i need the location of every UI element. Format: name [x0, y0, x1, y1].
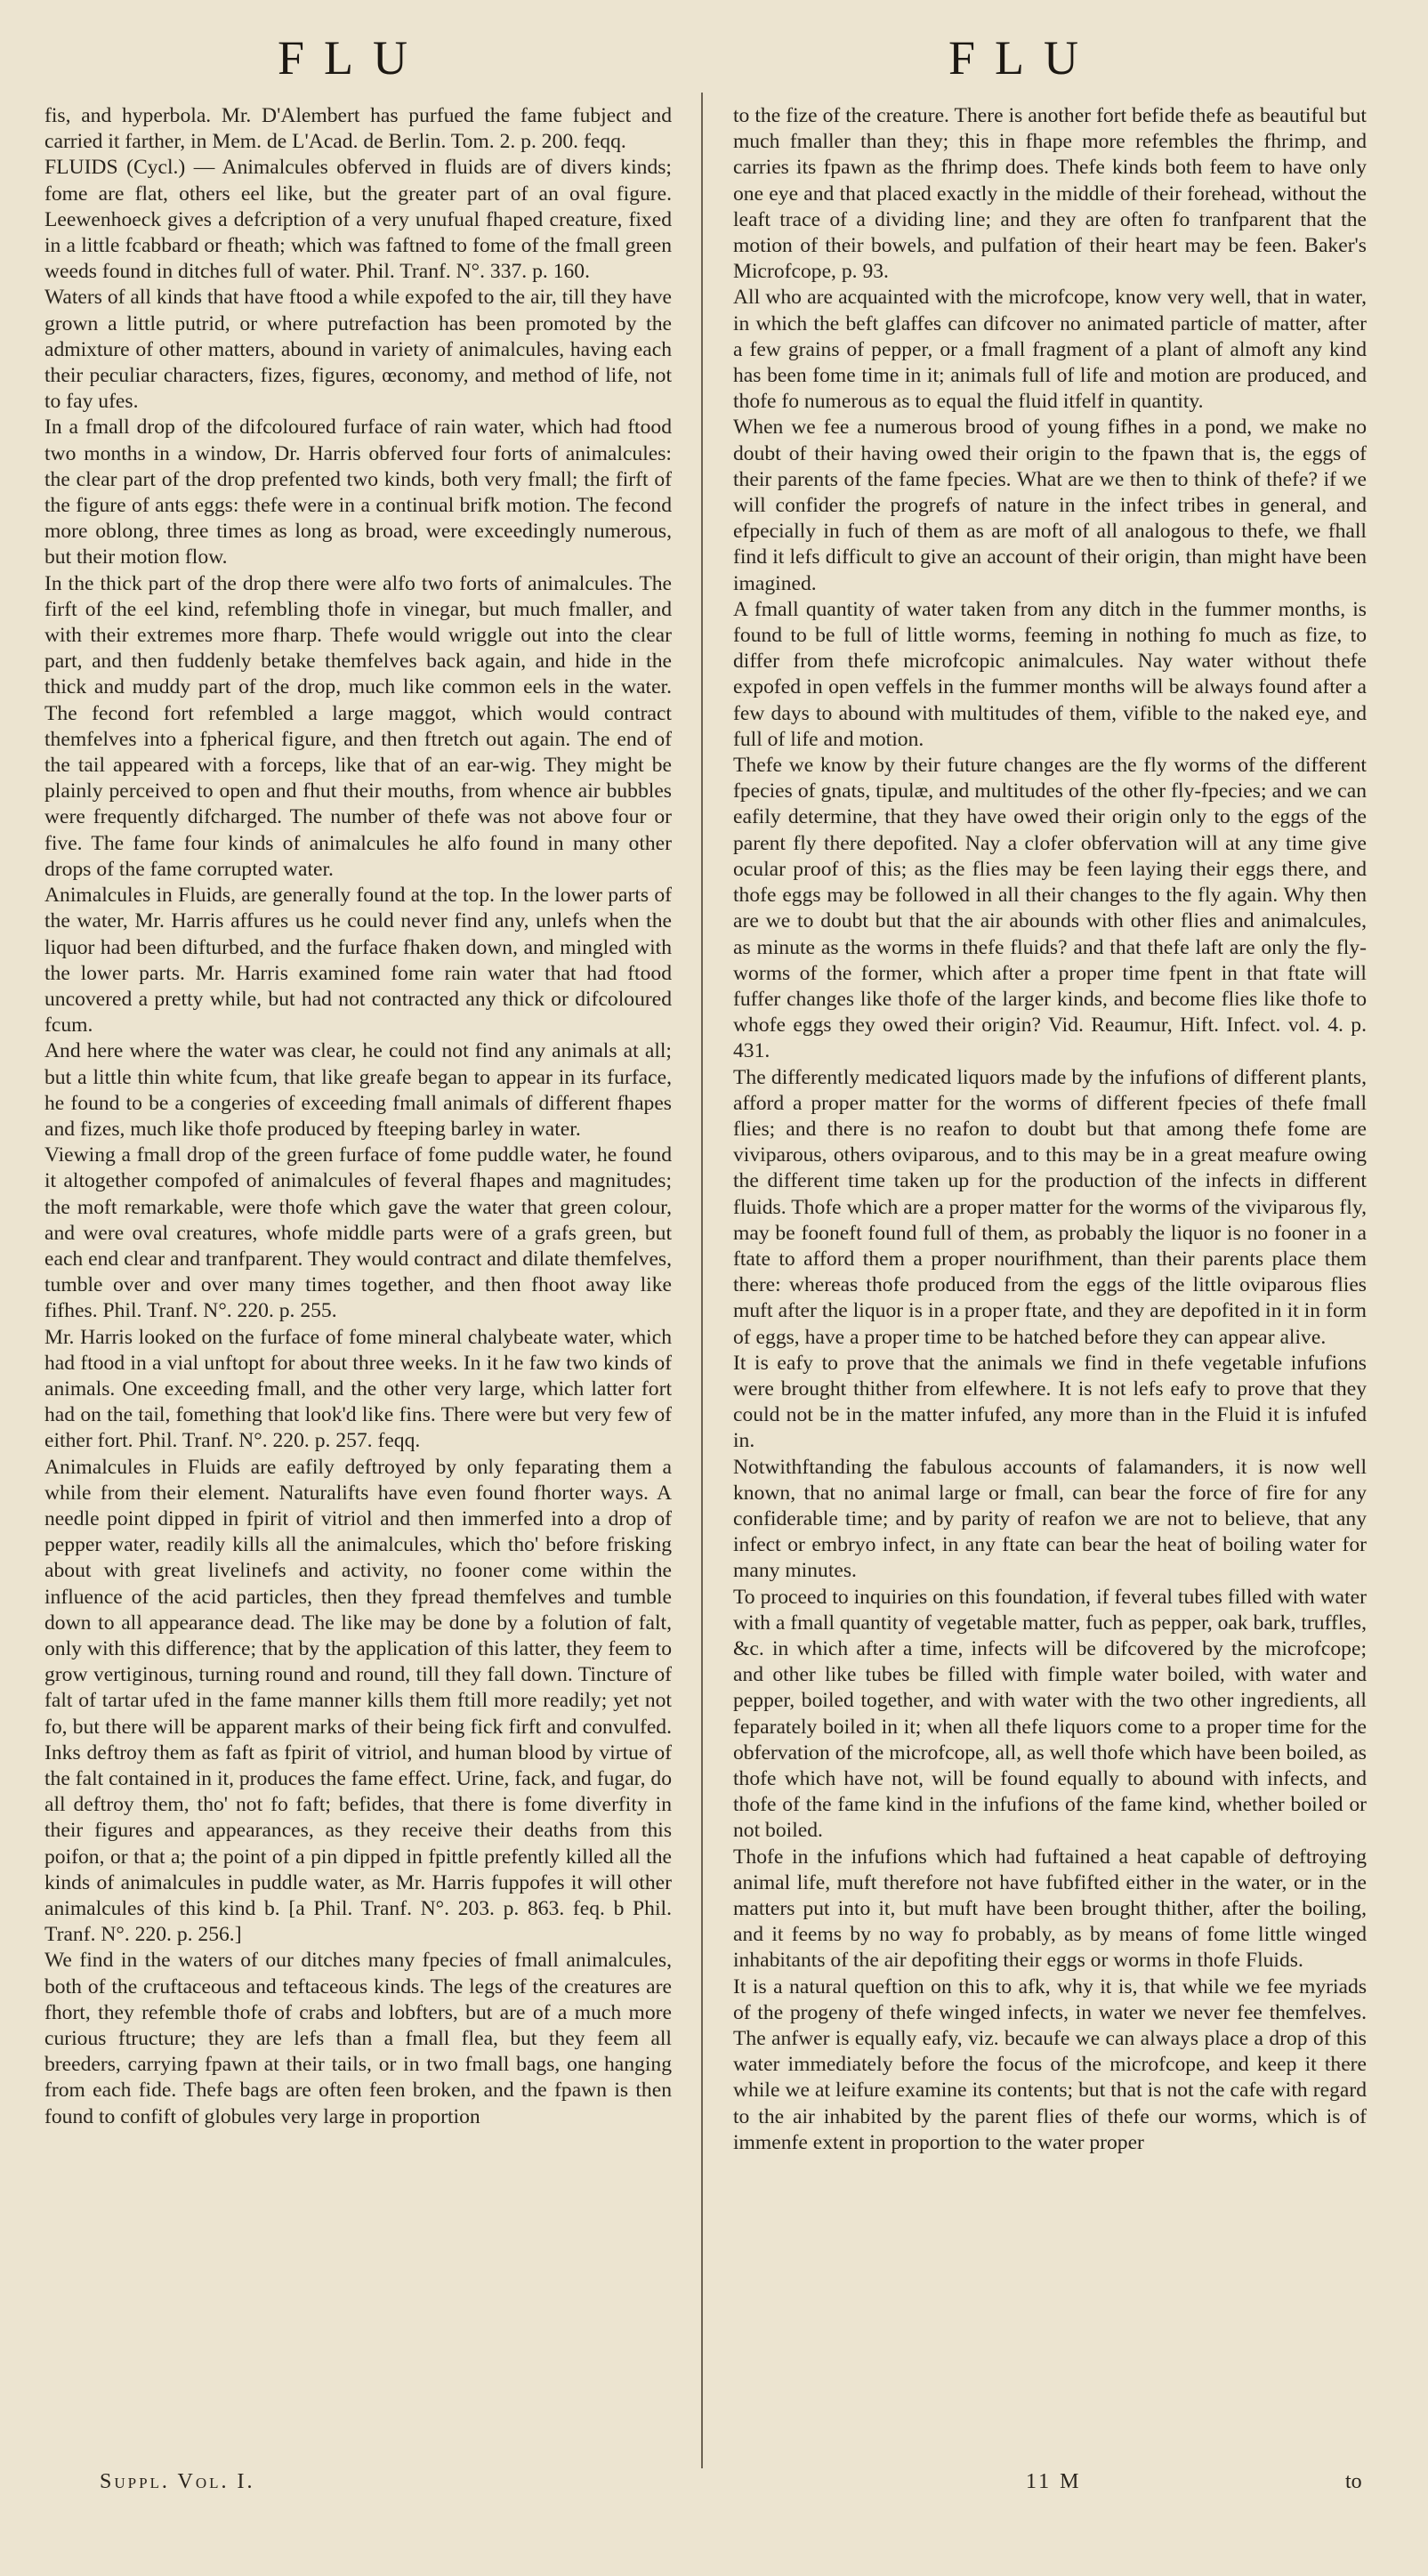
paragraph: In a fmall drop of the difcoloured furface of rain water, which had ftood two months in a window, Dr. Harris obferved four forts of animalcules: the clear part of the drop prefented two kinds, both very fmall; the firft of the figure of ants eggs: thefe were in a continual brifk motion. The fecond more oblong, three times as long as broad, were exceedingly numerous, but their motion flow. — [44, 416, 672, 569]
paragraph: And here where the water was clear, he could not find any animals at all; but a little thin white fcum, that like greafe began to appear in its furface, he found to be a congeries of exceeding fmall animals of different fhapes and fizes, much like thofe produced by fteeping barley in water. — [44, 1039, 672, 1141]
running-head-left: FLU — [278, 31, 428, 85]
paragraph: Viewing a fmall drop of the green furface of fome puddle water, he found it altogether compofed of animalcules of feveral fhapes and magnitudes; the moft remarkable, were thofe which gave the water that green colour, and were oval creatures, whofe middle parts were of a grafs green, but each end clear and tranfparent. They would contract and dilate themfelves, tumble over and over many times together, and then fhoot away like fifhes. Phil. Tranf. N°. 220. p. 255. — [44, 1143, 672, 1323]
paragraph: When we fee a numerous brood of young fifhes in a pond, we make no doubt of their having owed their origin to the fpawn that is, the eggs of their parents of the fame fpecies. What are we then to think of thefe? if we will confider the progrefs of nature in the infect tribes in general, and efpecially in fuch of them as are moft of all analogous to thefe, we fhall find it lefs difficult to give an account of their origin, than might have been imagined. — [733, 416, 1367, 595]
paragraph: Waters of all kinds that have ftood a while expofed to the air, till they have grown a little putrid, or where putrefaction has been promoted by the admixture of other matters, abound in variety of animalcules, having each their peculiar characters, fizes, figures, œconomy, and method of life, not to fay ufes. — [44, 286, 672, 414]
paragraph: We find in the waters of our ditches many fpecies of fmall animalcules, both of the cruftaceous and teftaceous kinds. The legs of the creatures are fhort, they refemble thofe of crabs and lobfters, but are of a much more curious ftructure; they are lefs than a fmall flea, but they feem all breeders, carrying fpawn at their tails, or in two fmall bags, one hanging from each fide. Thefe bags are often feen broken, and the fpawn is then found to confift of globules very large in proportion — [44, 1949, 672, 2128]
paragraph: to the fize of the creature. There is another fort befide thefe as beautiful but much fmaller than they; this in fhape more refembles the fhrimp, and carries its fpawn as the fhrimp does. Thefe kinds both feem to have only one eye and that placed exactly in the middle of their forehead, without the leaft trace of a dividing line; and they are often fo tranfparent that the motion of their bowels, and pulfation of their heart may be feen. Baker's Microfcope, p. 93. — [733, 104, 1367, 284]
paragraph: Thefe we know by their future changes are the fly worms of the different fpecies of gnats, tipulæ, and multitudes of the other fly-fpecies; and we can eafily determine, that they have owed their origin only to the eggs of the parent fly there depofited. Nay a clofer obfervation will at any time give ocular proof of this; as the flies may be feen laying their eggs there, and thofe eggs may be followed in all their changes to the fly again. Why then are we to doubt but that the air abounds with other flies and animalcules, as minute as the worms in thefe fluids? and that thefe laft are only the fly-worms of the former, which after a proper time fpent in that ftate will fuffer changes like thofe of the larger kinds, and become flies like thofe to whofe eggs they owed their origin? Vid. Reaumur, Hift. Infect. vol. 4. p. 431. — [733, 754, 1367, 1063]
paragraph: Notwithftanding the fabulous accounts of falamanders, it is now well known, that no animal large or fmall, can bear the force of fire for any confiderable time; and by parity of reafon we are not to believe, that any infect or embryo infect, in any ftate can bear the heat of boiling water for many minutes. — [733, 1455, 1367, 1583]
paragraph: A fmall quantity of water taken from any ditch in the fummer months, is found to be full of little worms, feeming in nothing fo much as fize, to differ from thefe microfcopic animalcules. Nay water without thefe expofed in open veffels in the fummer months will be always found after a few days to abound with multitudes of them, vifible to the naked eye, and full of life and motion. — [733, 597, 1367, 751]
paragraph: FLUIDS (Cycl.) — Animalcules obferved in fluids are of divers kinds; fome are flat, others eel like, but the greater part of an oval figure. Leewenhoeck gives a defcription of a very unufual fhaped creature, fixed in a little fcabbard or fheath; which was faftned to fome of the fmall green weeds found in ditches full of water. Phil. Tranf. N°. 337. p. 160. — [44, 156, 672, 284]
paragraph: In the thick part of the drop there were alfo two forts of animalcules. The firft of the eel kind, refembling thofe in vinegar, but much fmaller, and with their extremes more fharp. Thefe would wriggle out into the clear part, and then fuddenly betake themfelves back again, and hide in the thick and muddy part of the drop, much like common eels in the water. The fecond fort refembled a large maggot, which would contract themfelves into a fpherical figure, and then ftretch out again. The end of the tail appeared with a forceps, like that of an ear-wig. They might be plainly perceived to open and fhut their mouths, from whence air bubbles were frequently difcharged. The number of thefe was not above four or five. The fame four kinds of animalcules he alfo found in many other drops of the fame corrupted water. — [44, 571, 672, 881]
paragraph: It is a natural queftion on this to afk, why it is, that while we fee myriads of the progeny of thefe winged infects, in water we never fee themfelves. The anfwer is equally eafy, viz. becaufe we can always place a drop of this water immediately before the focus of the microfcope, and keep it there while we at leifure examine its contents; but that is not the cafe with regard to the air inhabited by the parent flies of thefe our worms, which is of immenfe extent in proportion to the water proper — [733, 1974, 1367, 2154]
paragraph: To proceed to inquiries on this foundation, if feveral tubes filled with water with a fmall quantity of vegetable matter, fuch as pepper, oak bark, truffles, &c. in which after a time, infects will be difcovered by the microfcope; and other like tubes be filled with fimple water boiled, with water and pepper, boiled together, and with water with the two other ingredients, all feparately boiled in it; when all thefe liquors come to a proper time for the obfervation of the microfcope, all, as well thofe which have been boiled, as thofe which have not, will be found equally to abound with infects, and thofe of the fame kind in the infufions of the fame kind, whether boiled or not boiled. — [733, 1585, 1367, 1843]
paragraph: Animalcules in Fluids, are generally found at the top. In the lower parts of the water, Mr. Harris affures us he could never find any, unlefs when the liquor had been difturbed, and the furface fhaken down, and mingled with the lower parts. Mr. Harris examined fome rain water that had ftood uncovered a pretty while, but had not contracted any thick or difcoloured fcum. — [44, 884, 672, 1038]
running-head-right: FLU — [948, 31, 1099, 85]
left-column — [44, 103, 672, 2452]
paragraph: fis, and hyperbola. Mr. D'Alembert has purfued the fame fubject and carried it farther, in Mem. de L'Acad. de Berlin. Tom. 2. p. 200. feqq. — [44, 104, 672, 154]
paragraph: Animalcules in Fluids are eafily deftroyed by only feparating them a while from their element. Naturalifts have even found fhorter ways. A needle point dipped in fpirit of vitriol and then immerfed into a drop of pepper water, readily kills all the animalcules, which tho' before frisking about with great livelinefs and activity, no fooner come within the influence of the acid particles, then they fpread themfelves and tumble down to all appearance dead. The like may be done by a folution of falt, only with this difference; that by the application of this latter, they feem to grow vertiginous, turning round and round, till they fall down. Tincture of falt of tartar ufed in the fame manner kills them ftill more readily; yet not fo, but there will be apparent marks of their being fick firft and convulfed. Inks deftroy them as faft as fpirit of vitriol, and human blood by virtue of the falt contained in it, produces the fame effect. Urine, fack, and fugar, do all deftroy them, tho' not fo faft; befides, that there is fome diverfity in their figures and appearances, as they receive their deaths from this poifon, or that a; the point of a pin dipped in fpittle prefently killed all the kinds of animalcules in puddle water, as Mr. Harris fuppofes it will other animalcules of this kind b. [a Phil. Tranf. N°. 203. p. 863. feq. b Phil. Tranf. N°. 220. p. 256.] — [44, 1455, 672, 1947]
volume-footer: Suppl. Vol. I. — [100, 2470, 255, 2493]
catchword: to — [1345, 2470, 1362, 2493]
paragraph: Mr. Harris looked on the furface of fome mineral chalybeate water, which had ftood in a vial unftopt for about three weeks. In it he faw two kinds of animals. One exceeding fmall, and the other very large, which latter fort had on the tail, fomething that look'd like fins. There were but very few of either fort. Phil. Tranf. N°. 220. p. 257. feqq. — [44, 1325, 672, 1453]
paragraph: Thofe in the infufions which had fuftained a heat capable of deftroying animal life, muft therefore not have fubfifted either in the water, or in the matters put into it, but muft have been brought thither, after the boiling, and it feems by no way fo probably, as by means of fome little winged inhabitants of the air depofiting their eggs or worms in thofe Fluids. — [733, 1845, 1367, 1973]
column-divider — [701, 93, 703, 2468]
right-column — [733, 103, 1367, 2452]
paragraph: The differently medicated liquors made by the infufions of different plants, afford a proper matter for the worms of different fpecies of thefe fmall flies; and there is no reafon to doubt but that among thefe fome are viviparous, others oviparous, and to this may be in a great meafure owing the different time taken up for the production of the infects in different fluids. Thofe which are a proper matter for the worms of the viviparous fly, may be fooneft found full of them, as probably the liquor is no fooner in a ftate to afford them a proper nourifhment, than their parents place them there: whereas thofe produced from the eggs of the little oviparous flies muft after the liquor is in a proper ftate, and they are depofited in it in form of eggs, have a proper time to be hatched before they can appear alive. — [733, 1065, 1367, 1349]
paragraph: It is eafy to prove that the animals we find in thefe vegetable infufions were brought thither from elfewhere. It is not lefs eafy to prove that they could not be in the matter infufed, any more than in the Fluid it is infufed in. — [733, 1351, 1367, 1453]
paragraph: All who are acquainted with the microfcope, know very well, that in water, in which the beft glaffes can difcover no animated particle of matter, after a few grains of pepper, or a fmall fragment of a plant of almoft any kind has been fome time in it; animals full of life and motion are produced, and thofe fo numerous as to equal the fluid itfelf in quantity. — [733, 286, 1367, 414]
signature-mark: 11 M — [1026, 2470, 1082, 2493]
